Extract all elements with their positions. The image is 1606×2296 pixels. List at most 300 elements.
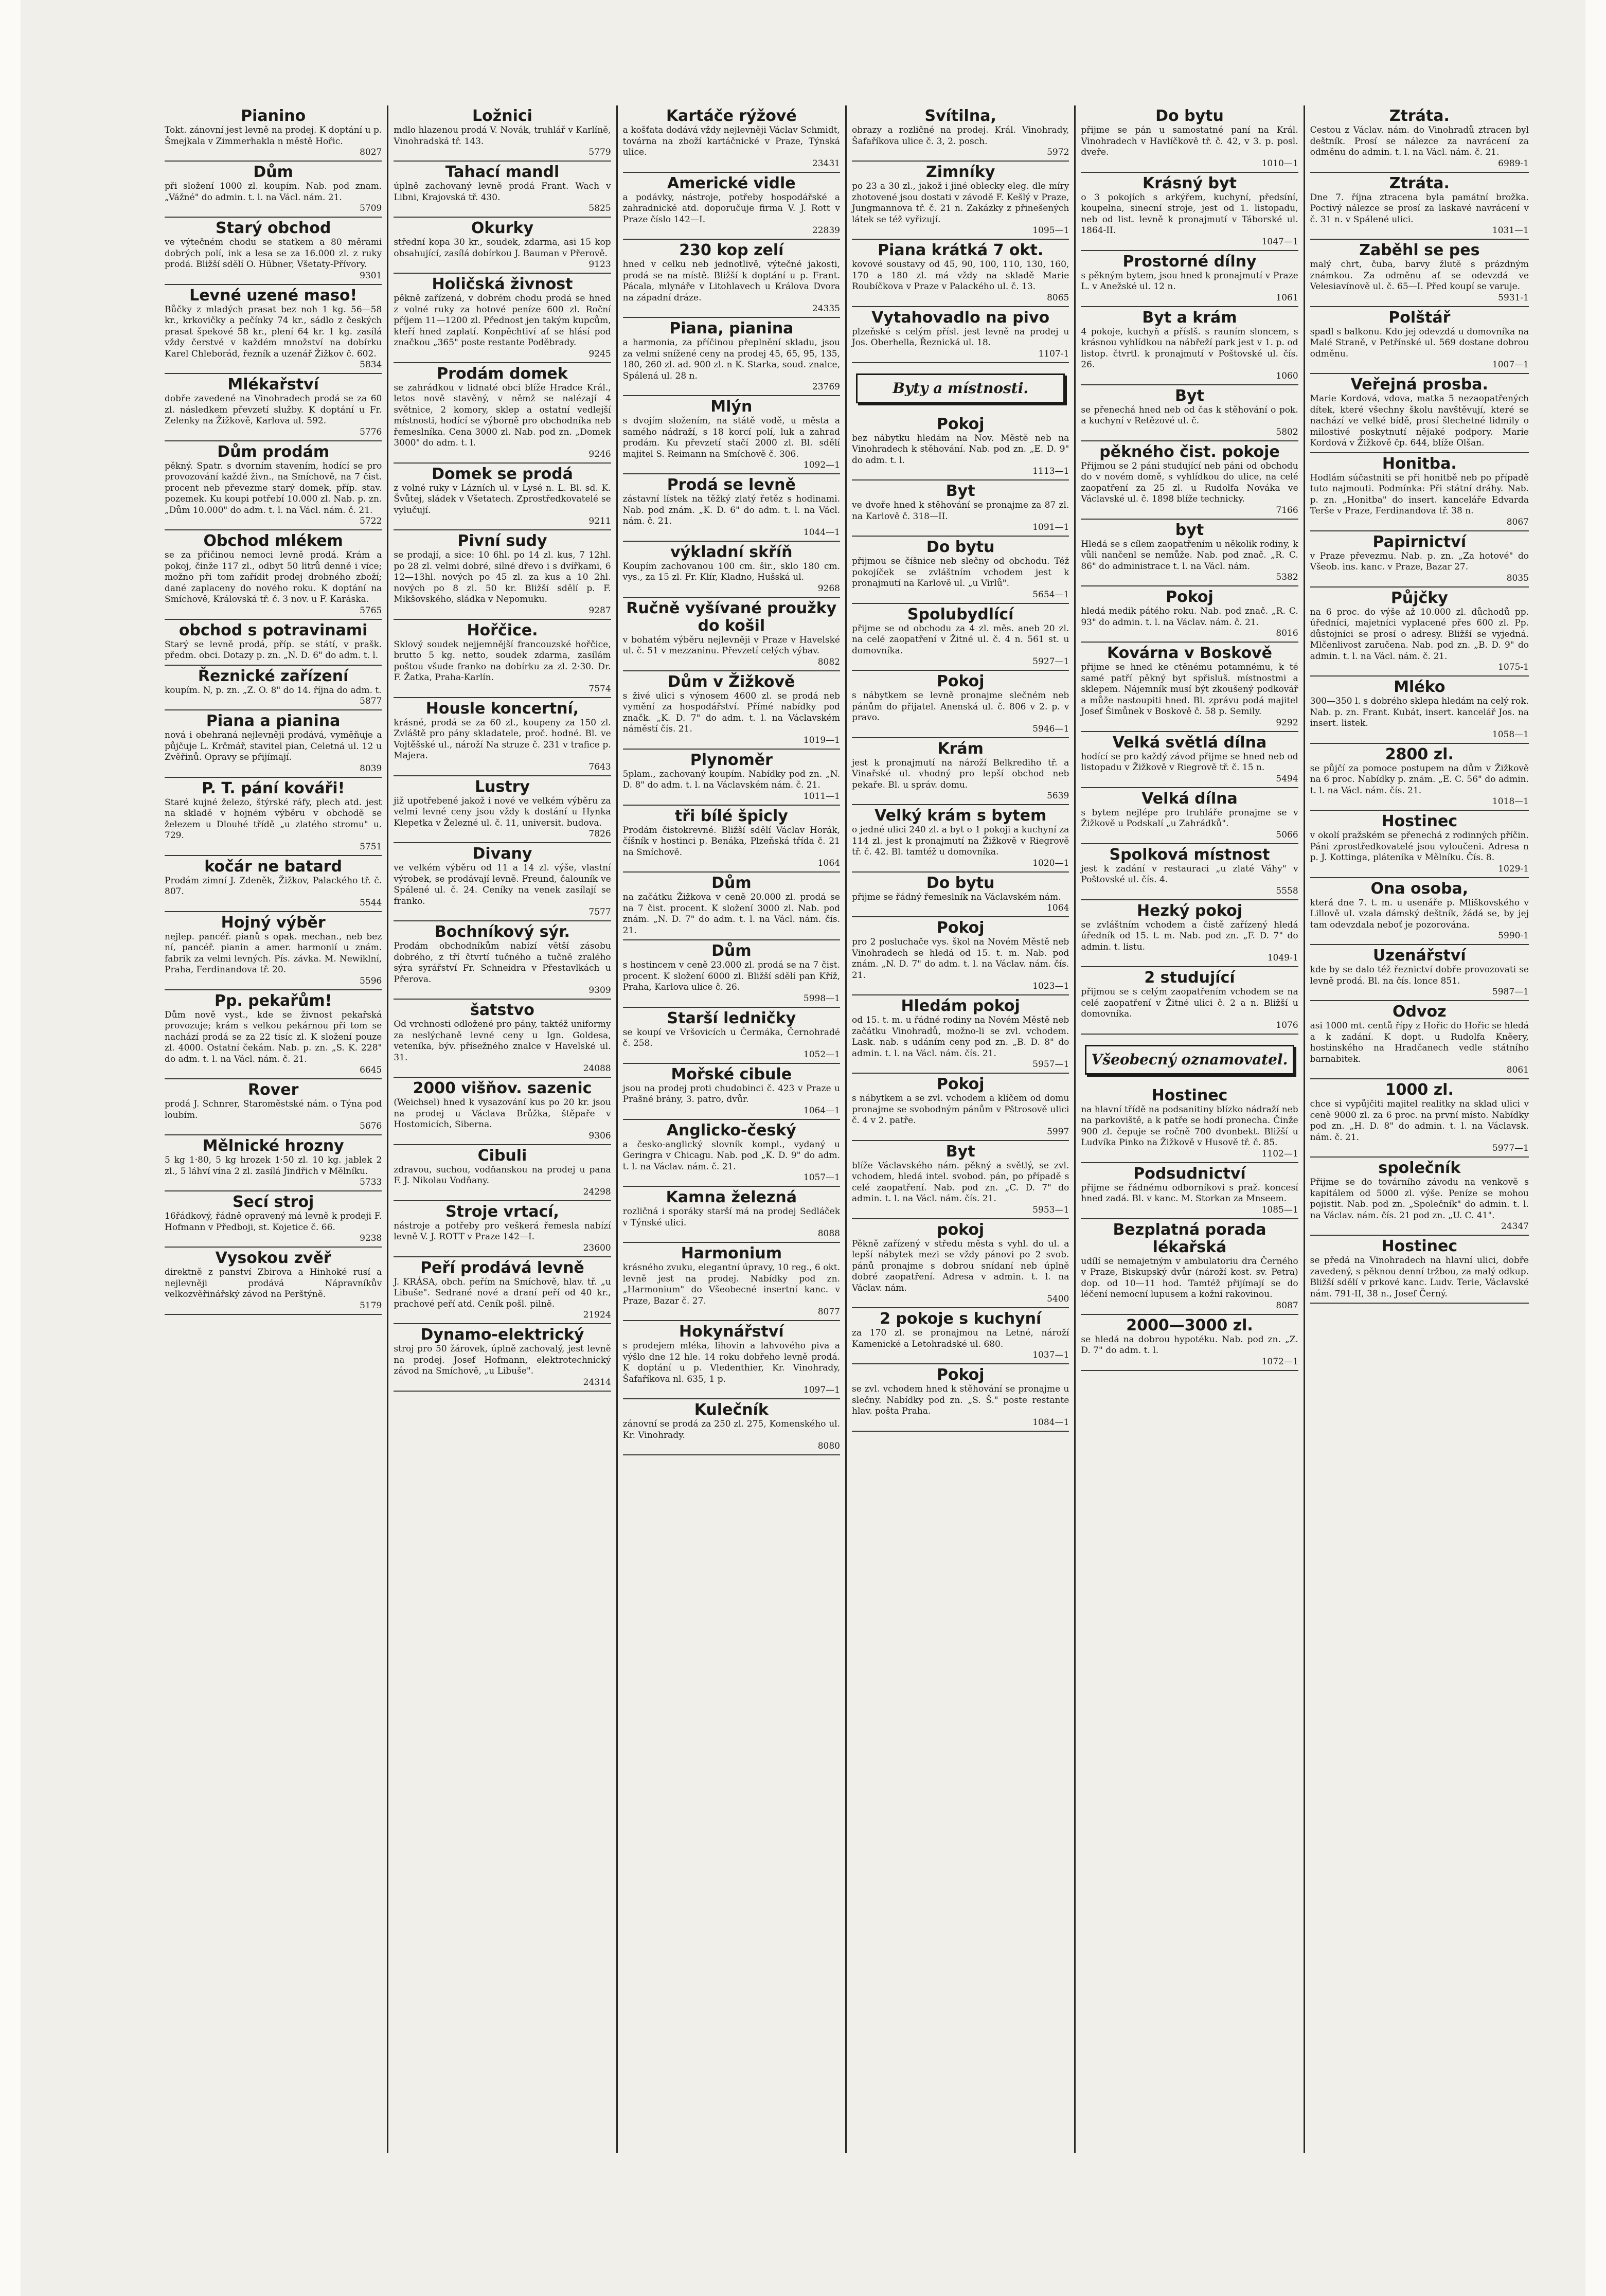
ad-text: střední kopa 30 kr., soudek, zdarma, asi 15 kop obsahující, zasílá dobírkou J. Bauman v Přerově. — [394, 237, 611, 259]
classified-ad — [1081, 967, 1298, 1035]
ad-code: 5931-1 — [1498, 292, 1529, 303]
ad-code: 5997 — [1047, 1126, 1069, 1137]
ad-text: s živé ulici s výnosem 4600 zl. se prodá neb vymění za hospodářství. Přímé nabídky pod značk. „K. D. 7" do adm. t. l. na Václavském náměstí čís. 21. — [622, 690, 840, 734]
ad-text: na hlavní třídě na podsanitiny blízko nádraží neb na parkoviště, a k patře se hodí pronecha. Činže 900 zl. čepuje se ročně 700 dvonbekt. Bližší u Ludvíka Pinko na Žižkově v Husově tř. č. 85. — [1081, 1104, 1298, 1148]
ad-text: se za přičinou nemoci levně prodá. Krám a pokoj, činže 117 zl., odbyt 50 litrů denně i více; možno při tom zařídit prodej drobného zboží; dané zaplaceny do nového roku. K doptání na Smíchově, Královská tř. č. 3 nov. u F. Karáska. — [165, 550, 382, 604]
classified-ad — [394, 162, 611, 218]
scan-margin-left — [0, 0, 21, 2296]
classified-ad — [1310, 307, 1529, 375]
ad-title: Hořčice. — [467, 621, 538, 639]
classified-ad — [165, 285, 382, 375]
ad-title: Okurky — [471, 219, 534, 237]
ad-code: 8065 — [1047, 292, 1069, 303]
ad-title: Hezký pokoj — [1136, 901, 1242, 920]
classified-ad — [623, 598, 840, 671]
ad-title: Do bytu — [926, 874, 995, 892]
ad-code: 8061 — [1506, 1065, 1529, 1075]
ad-text: hodící se pro každý závod přijme se hned neb od listopadu v Žižkově v Riegrově tř. č. 15 n. — [1081, 751, 1298, 773]
ad-title: Vytahovadlo na pivo — [871, 308, 1050, 327]
ad-text: Pěkně zařízený v středu města s vyhl. do ul. a lepší nábytek mezi se vždy pánovi po 2 svob. pánů pronajme s dobrou snídaní neb úplně dobré zaopatření. Adresa v admin. t. l. na Václav. nám. — [852, 1238, 1069, 1293]
ad-code: 9287 — [588, 605, 611, 616]
ad-code: 1049-1 — [1267, 953, 1298, 963]
ad-text: plzeňské s celým přísl. jest levně na prodej u Jos. Oberhella, Řeznická ul. 18. — [852, 326, 1069, 348]
ad-title: Hojný výběr — [221, 913, 326, 932]
ad-text: ve dvoře hned k stěhování se pronajme za 87 zl. na Karlově č. 318—II. — [852, 500, 1069, 522]
ad-title: Prodá se levně — [667, 476, 796, 494]
ad-code: 5825 — [588, 203, 611, 213]
ad-text: kde by se dalo též řeznictví dobře provozovati se levně prodá. Bl. na čís. lonce 851. — [1310, 965, 1529, 986]
ad-title: Mlýn — [710, 398, 753, 416]
ad-text: blíže Václavského nám. pěkný a světlý, se zvl. vchodem, hledá intel. svobod. pán, po případě s celé zaopatření. Nab. pod zn. „C. D. 7" do admin. t. l. na Václ. nám. čís. 21. — [852, 1160, 1069, 1204]
classified-ad — [852, 1074, 1069, 1141]
column-5 — [1076, 105, 1305, 2153]
ad-text: J. KRÁSA, obch. peřím na Smíchově, hlav. tř. „u Libuše". Sedrané nové a draní peří od 40 kr., prachové peří atd. Ceník pošl. pilně. — [394, 1276, 611, 1309]
ad-code: 9306 — [588, 1130, 611, 1141]
ad-title: Pokoj — [1166, 588, 1214, 606]
classified-ad — [852, 162, 1069, 240]
ad-text: se půjčí za pomoce postupem na dům v Žižkově na 6 proc. Nabídky p. znám. „E. C. 56" do admin. t. l. na Václ. nám. čís. 21. — [1310, 763, 1529, 796]
classified-ad — [165, 856, 382, 912]
classified-ad — [852, 240, 1069, 307]
ad-title: Piana a pianina — [206, 712, 341, 730]
classified-ad — [852, 1219, 1069, 1309]
ad-title: 2000 višňov. sazenic — [413, 1079, 592, 1097]
classified-ad — [394, 698, 611, 776]
classified-ad — [1310, 173, 1529, 240]
ad-code: 1060 — [1276, 370, 1298, 381]
ad-code: 5400 — [1047, 1294, 1069, 1304]
classified-ad — [394, 1078, 611, 1145]
ad-text: a česko-anglický slovník kompl., vydaný u Geringra v Chicagu. Nab. pod „K. D. 9" do adm. t. l. na Václav. nám. č. 21. — [622, 1139, 840, 1172]
column-6 — [1305, 105, 1534, 2153]
classified-ad — [1310, 105, 1529, 173]
ad-code: 5066 — [1276, 829, 1298, 840]
ad-title: společník — [1378, 1159, 1461, 1177]
classified-ad — [394, 620, 611, 698]
ad-code: 1072—1 — [1261, 1356, 1298, 1367]
ad-code: 5953—1 — [1032, 1204, 1069, 1215]
classified-ad — [623, 474, 840, 542]
classified-ad — [623, 1399, 840, 1455]
ad-text: zdravou, suchou, vodňanskou na prodej u pana F. J. Nikolau Vodňany. — [394, 1164, 611, 1186]
ad-code: 9309 — [588, 985, 611, 995]
ad-code: 1031—1 — [1492, 225, 1529, 236]
ad-title: Ručně vyšívané proužky do košil — [626, 599, 837, 635]
ad-text: 300—350 l. s dobrého sklepa hledám na celý rok. Nab. p. zn. Frant. Kubát, insert. kancelář Jos. na insert. listek. — [1310, 696, 1529, 728]
ad-title: Hostinec — [1381, 1237, 1458, 1255]
ad-title: Pivní sudy — [457, 532, 547, 550]
ad-code: 5733 — [360, 1177, 382, 1187]
ad-code: 24298 — [583, 1186, 611, 1197]
classified-ad — [1310, 1079, 1529, 1158]
column-1 — [159, 105, 388, 2153]
ad-text: o 3 pokojích s arkýřem, kuchyní, předsíní, koupelna, sinecní stroje, jest od 1. listopadu, neb od list. levně k pronajmutí v Táborské ul. 1864-II. — [1081, 192, 1298, 236]
classified-ad — [1081, 173, 1298, 251]
ad-title: Housle koncertní, — [425, 699, 579, 718]
ad-title: 2800 zl. — [1385, 745, 1454, 763]
classified-ad — [1310, 374, 1529, 453]
ad-title: obchod s potravinami — [179, 621, 368, 639]
classified-ad — [165, 441, 382, 531]
ad-title: Kulečník — [694, 1401, 769, 1419]
classified-ad — [165, 374, 382, 441]
classified-ad — [852, 1364, 1069, 1432]
classified-ad — [852, 537, 1069, 604]
scan-margin-right — [1585, 0, 1606, 2296]
classified-ad — [1081, 1315, 1298, 1371]
ad-text: se zvl. vchodem hned k stěhování se pronajme u slečny. Nabídky pod zn. „S. Š." poste restante hlav. pošta Praha. — [852, 1384, 1069, 1416]
classified-ad — [1310, 1158, 1529, 1236]
ad-text: již upotřebené jakož i nové ve velkém výběru za velmi levné ceny jsou vždy k dostání u Hynka Klepetka v Železné ul. č. 11, universit. budova. — [394, 795, 611, 828]
classified-ad — [1310, 531, 1529, 588]
ad-text: asi 1000 mt. centů řípy z Hořic do Hořic se hledá a k zadání. K dopt. u Rudolfa Kněery, hostinského na Hradčanech vedle státního barnabitek. — [1310, 1021, 1529, 1064]
classified-ad — [623, 396, 840, 474]
ad-code: 9238 — [360, 1233, 382, 1243]
ad-code: 7643 — [588, 761, 611, 772]
ad-code: 5998—1 — [803, 993, 840, 1004]
ad-text: prodá J. Schnrer, Staroměstské nám. o Týna pod loubím. — [165, 1099, 382, 1120]
ad-text: Tokt. zánovní jest levně na prodej. K doptání u p. Šmejkala v Zimmerhakla n městě Hořic. — [165, 125, 382, 147]
ad-title: Divany — [472, 845, 532, 863]
classified-ad — [1081, 251, 1298, 307]
ad-title: Zaběhl se pes — [1359, 241, 1480, 259]
ad-title: Bezplatná porada lékařská — [1113, 1220, 1266, 1256]
ad-title: Byt — [945, 482, 975, 500]
ad-title: 1000 zl. — [1385, 1081, 1454, 1099]
ad-code: 5927—1 — [1032, 656, 1069, 667]
ad-code: 5558 — [1276, 885, 1298, 896]
ad-code: 9246 — [588, 449, 611, 459]
ad-title: Svítilna, — [924, 107, 996, 125]
ad-title: Hokynářství — [679, 1323, 784, 1341]
classified-ad — [394, 363, 611, 464]
ad-code: 8016 — [1276, 628, 1298, 638]
ad-code: 5946—1 — [1032, 723, 1069, 734]
classified-ad — [1081, 441, 1298, 520]
ad-code: 5765 — [360, 605, 382, 616]
ad-code: 9301 — [360, 270, 382, 281]
ad-code: 8039 — [360, 763, 382, 774]
ad-text: Bůčky z mladých prasat bez noh 1 kg. 56—58 kr., krkovičky a pečínky 74 kr., sádlo z českých prasat špekové 58 kr., plení 64 kr. 1 kg. zasílá vždy čerstvé v každém množství na dobírku Karel Chleborád, řezník a uzenář Žižkov č. 602. — [165, 304, 382, 359]
ad-title: Dynamo-elektrický — [420, 1326, 584, 1344]
column-3 — [618, 105, 847, 2153]
ad-title: Byt — [1175, 386, 1204, 405]
ad-text: jest k pronajmutí na nároží Belkrediho tř. a Vinařské ul. vhodný pro lepší obchod neb pekaře. Bl. u správ. domu. — [852, 757, 1069, 790]
ad-title: Stroje vrtací, — [445, 1202, 559, 1221]
classified-ad — [1081, 105, 1298, 173]
ad-text: Prodám zimní J. Zdeněk, Žižkov, Palackého tř. č. 807. — [165, 875, 382, 897]
classified-ad — [165, 778, 382, 856]
ad-code: 7577 — [588, 907, 611, 917]
section-header-general: Všeobecný oznamovatel. — [1085, 1045, 1294, 1075]
ad-code: 5990-1 — [1498, 931, 1529, 941]
classified-ad — [1081, 586, 1298, 643]
ad-code: 5877 — [360, 696, 382, 706]
ad-text: ve výtečném chodu se statkem a 80 měrami dobrých polí, ink a lesa se za 16.000 zl. z ruky prodá. Bližší sdělí O. Hübner, Všetaty-Přívory. — [165, 237, 382, 270]
ad-text: přijme se řádnému odborníkovi s praž. koncesí hned zadá. Bl. v kanc. M. Storkan za Mnseem. — [1081, 1182, 1298, 1204]
ad-text: Dne 7. října ztracena byla památní brožka. Poctivý nálezce se prosí za laskavé navrácení v č. 31 n. v Spálené ulici. — [1310, 192, 1529, 225]
ad-text: nejlep. pancéř. pianů s opak. mechan., neb bez ní, pancéř. pianin a amer. harmonií u znám. fabrik za velmi levných. Pís. závka. M. Newiklní, Praha, Ferdinandova tř. 20. — [165, 931, 382, 975]
ad-title: Ztráta. — [1389, 107, 1450, 125]
classified-ad — [165, 912, 382, 990]
classified-ad — [623, 318, 840, 396]
ad-code: 9123 — [588, 259, 611, 270]
ad-text: přijmou se číšnice neb slečny od obchodu. Též pokojíček se zvláštním vchodem jest k pronajmutí na Karlově ul. „u Virlů". — [852, 556, 1069, 589]
ad-code: 1064—1 — [803, 1105, 840, 1116]
ad-text: pěkný. Spatr. s dvorním stavením, hodící se pro provozování každé živn., na Smíchově, na 7 čist. procent neb převezme starý domek, příp. stav. pozemek. Ku koupi potřebí 10.000 zl. Nab. p. zn. „Dům 10.000" do adm. t. l. na Václ. nám. č. 21. — [165, 460, 382, 515]
ad-code: 8088 — [817, 1229, 840, 1239]
ad-title: Pokoj — [936, 1366, 985, 1384]
ad-text: se prodají, a sice: 10 6hl. po 14 zl. kus, 7 12hl. po 28 zl. velmi dobré, silné dřevo i s dvířkami, 6 12—13hl. nových po 45 zl. za kus a 10 2hl. nových po 8 zl. 50 kr. Bližší sdělí p. F. Mikšovského, sládka v Nepomuku. — [394, 550, 611, 604]
ad-text: s bytem nejlépe pro truhláře pronajme se v Žižkově u Podskalí „u Zahrádků". — [1081, 807, 1298, 829]
ad-title: Papirnictví — [1372, 532, 1467, 551]
ad-text: s nábytkem a se zvl. vchodem a klíčem od domu pronajme se svobodným pánům v Pštrosově ulici č. 4 v 2. patře. — [852, 1093, 1069, 1126]
ad-title: Starší ledničky — [667, 1009, 796, 1027]
ad-code: 5179 — [360, 1300, 382, 1311]
classified-ad — [623, 1064, 840, 1120]
ad-code: 5382 — [1276, 572, 1298, 582]
classified-ad — [852, 805, 1069, 873]
ad-text: na začátku Žižkova v ceně 20.000 zl. prodá se na 7 čist. procent. K složení 3000 zl. Nab. pod znám. „N. D. 7" do adm. t. l. na Václ. nám. čís. 21. — [622, 892, 840, 936]
ad-code: 7574 — [588, 683, 611, 694]
ad-text: zástavní lístek na těžký zlatý řetěz s hodinami. Nab. pod znám. „K. D. 6" do adm. t. l. na Václ. nám. č. 21. — [622, 494, 840, 526]
ad-text: Přijme se do továrního závodu na venkově s kapitálem od 5000 zl. výše. Peníze se mohou pojistit. Nab. pod zn. „Společník" do admin. t. l. na Václav. nám. čís. 21 pod zn. „U. C. 41". — [1310, 1177, 1529, 1221]
ad-text: se předá na Vinohradech na hlavní ulici, dobře zavedený, s pěknou denní tržbou, za malý odkup. Bližší sdělí v prkové kanc. Ludv. Terie, Václavské nám. 791-II, 38 n., Josef Černý. — [1310, 1255, 1529, 1299]
ad-text: obrazy a rozličné na prodej. Král. Vinohrady, Šafaříkova ulice č. 3, 2. posch. — [852, 125, 1069, 147]
ad-text: pěkně zařízená, v dobrém chodu prodá se hned z volné ruky za hotové peníze 600 zl. Roční příjem 11—1200 zl. Přednost jen takým kupcům, kteří hned zaplatí. Konpěchtiví ať se hlásí pod značkou „365" poste restante Poděbrady. — [394, 293, 611, 348]
ad-title: Dům — [711, 942, 752, 960]
classified-ad — [165, 105, 382, 162]
ad-code: 8080 — [817, 1441, 840, 1451]
ad-text: Přijmou se 2 páni studující neb páni od obchodu do v novém domě, s vyhlídkou do ulice, na celé zaopatření za 25 zl. u Rudolfa Nováka ve Václavské ul. č. 1898 blíže technicky. — [1081, 460, 1298, 504]
classified-ad — [852, 414, 1069, 481]
ad-code: 1057—1 — [803, 1172, 840, 1183]
classified-ad — [1310, 811, 1529, 878]
classified-ad — [165, 218, 382, 285]
ad-title: Harmonium — [681, 1244, 782, 1262]
classified-ad — [623, 940, 840, 1008]
ad-code: 1011—1 — [803, 791, 840, 802]
classified-ad — [852, 1308, 1069, 1364]
classified-ad — [1081, 900, 1298, 968]
ad-title: pokoj — [937, 1220, 985, 1239]
ad-text: v okolí pražském se přenechá z rodinných příčin. Páni zprostředkovatelé jsou vyloučeni. Adresa n p. J. Kottinga, pláteníka v Mělníku. Čís. 8. — [1310, 830, 1529, 863]
ad-title: Velká dílna — [1141, 789, 1238, 808]
ad-code: 8087 — [1276, 1300, 1298, 1311]
ad-code: 5977—1 — [1492, 1143, 1529, 1153]
ad-code: 1085—1 — [1261, 1204, 1298, 1215]
ad-text: 16řádkový, řádně opravený má levně k prodeji F. Hofmann v Předboji, st. Kojetice č. 66. — [165, 1211, 382, 1233]
ad-title: Pokoj — [936, 919, 985, 937]
column-4 — [847, 105, 1076, 2153]
ad-text: o jedné ulici 240 zl. a byt o 1 pokoji a kuchyní za 114 zl. jest k pronajmutí na Žižkově v Riegrově tř. č. 42. Bl. tamtéž u domovníka. — [852, 825, 1069, 857]
classified-ad — [394, 1257, 611, 1325]
ad-code: 23600 — [583, 1242, 611, 1253]
ad-title: Rover — [247, 1081, 299, 1099]
ad-title: Dům v Žižkově — [668, 672, 795, 691]
ad-title: Piana, pianina — [669, 319, 794, 337]
ad-code: 5676 — [360, 1121, 382, 1131]
classified-ad — [1081, 1219, 1298, 1315]
ad-code: 1007—1 — [1492, 360, 1529, 370]
ad-text: nástroje a potřeby pro veškerá řemesla nabízí levně V. J. ROTT v Praze 142—I. — [394, 1220, 611, 1242]
classified-ad — [623, 873, 840, 940]
ad-text: se zvláštním vchodem a čistě zařízený hledá úředník od 15. t. m. Nab. pod zn. „F. D. 7" do admin. t. listu. — [1081, 919, 1298, 952]
ad-title: Spolková místnost — [1109, 845, 1270, 864]
classified-ad — [165, 162, 382, 218]
classified-ad — [852, 307, 1069, 363]
ad-text: koupím. N, p. zn. „Z. O. 8" do 14. října do adm. t. — [165, 685, 382, 696]
ad-text: malý chrt, čuba, barvy žlutě s prázdným známkou. Za odměnu ať se odevzdá ve Velesiavínově ul. č. 65—I. Před koupí se varuje. — [1310, 259, 1529, 292]
ad-text: hledá medik pátého roku. Nab. pod znač. „R. C. 93" do admin. t. l. na Václav. nám. č. 21. — [1081, 606, 1298, 628]
ad-text: rozličná i sporáky starší má na prodej Sedláček v Týnské ulici. — [622, 1206, 840, 1228]
ad-title: Cibuli — [477, 1146, 527, 1165]
ad-code: 5972 — [1047, 147, 1069, 157]
ad-text: Od vrchnosti odložené pro pány, taktéž uniformy za neslýchaně levné ceny u Ign. Goldesa, veteníka, býv. přísežného znalce v Havelské ul. 31. — [394, 1019, 611, 1063]
ad-title: Do bytu — [926, 538, 995, 556]
ad-title: Uzenářství — [1373, 947, 1466, 965]
ad-text: s hostincem v ceně 23.000 zl. prodá se na 7 čist. procent. K složení 6000 zl. Bližší sdělí pan Kříž, Praha, Karlova ulice č. 26. — [622, 960, 840, 992]
ad-text: kovové soustavy od 45, 90, 100, 110, 130, 160, 170 a 180 zl. má vždy na skladě Marie Roubíčkova v Praze v Palackého ul. č. 13. — [852, 259, 1069, 292]
column-2 — [388, 105, 617, 2153]
ad-code: 5654—1 — [1032, 589, 1069, 600]
classified-ad — [852, 873, 1069, 918]
classified-ad — [165, 1248, 382, 1315]
ad-text: přijme se pán u samostatné paní na Král. Vinohradech v Havlíčkově tř. č. 42, v 3. p. posl. dveře. — [1081, 125, 1298, 157]
ad-code: 1095—1 — [1032, 225, 1069, 236]
ad-code: 1018—1 — [1492, 796, 1529, 807]
ad-title: Vysokou zvěř — [215, 1249, 331, 1267]
ad-code: 23769 — [812, 382, 840, 392]
classified-ad — [394, 105, 611, 162]
ad-title: Dům prodám — [217, 442, 330, 461]
classified-ad — [1310, 1236, 1529, 1304]
ad-title: Krásný byt — [1143, 174, 1237, 192]
ad-title: Obchod mlékem — [203, 532, 343, 550]
ad-title: Piana krátká 7 okt. — [878, 241, 1044, 259]
ad-code: 1044—1 — [803, 527, 840, 538]
ad-code: 1107-1 — [1038, 348, 1069, 359]
classified-ad — [394, 1324, 611, 1392]
ad-code: 5722 — [360, 516, 382, 526]
classified-ad — [165, 1079, 382, 1135]
ad-code: 5776 — [360, 426, 382, 437]
ad-code: 1058—1 — [1492, 729, 1529, 740]
ad-title: Mlékařství — [227, 376, 319, 394]
ad-title: 2 studující — [1144, 969, 1235, 987]
classified-ad — [623, 1321, 840, 1399]
ad-text: úplně zachovaný levně prodá Frant. Wach v Libni, Krajovská tř. 430. — [394, 181, 611, 203]
ad-code: 1092—1 — [803, 460, 840, 470]
ad-text: která dne 7. t. m. u usenáře p. Mliškovského v Lillově ul. vzala dámský deštník, žádá se, by jej tam odevzdala neboť je pozorována. — [1310, 897, 1529, 930]
ad-text: 5 kg 1·80, 5 kg hrozek 1·50 zl. 10 kg. jablek 2 zl., 5 láhví vína 2 zl. zasílá Jindřich v Mělníku. — [165, 1155, 382, 1177]
classified-ad — [394, 776, 611, 844]
ad-title: pěkného čist. pokoje — [1099, 442, 1280, 461]
ad-text: s dvojím složením, na státě vodě, u města a samého nádraží, s 18 korcí polí, luk a zahrad prodám. Ku převzetí stačí 2000 zl. Bl. sdělí majitel S. Reimann na Smíchově č. 306. — [622, 416, 840, 459]
ad-code: 23431 — [812, 158, 840, 169]
ad-code: 24347 — [1501, 1221, 1529, 1232]
classified-ad — [1310, 677, 1529, 744]
ad-title: Veřejná prosba. — [1350, 376, 1488, 394]
ad-title: Pokoj — [936, 672, 985, 690]
ad-title: Zimníky — [925, 163, 995, 181]
ad-text: Marie Kordová, vdova, matka 5 nezaopatřených dítek, které všechny školu navštěvují, které se nachází ve velké bídě, prosí šlechetné lidmily o milostivé poskytnutí nějaké podpory. Marie Kordová v Žižkově čp. 644, blíže Olšan. — [1310, 394, 1529, 448]
ad-code: 9245 — [588, 348, 611, 359]
ad-text: hned v celku neb jednotlivě, výtečné jakosti, prodá se na místě. Bližší k doptání u p. Frant. Pácala, mlynáře v Litohlavech u Králova Dvora na západní dráze. — [622, 259, 840, 303]
classified-ad — [394, 274, 611, 363]
ad-code: 5802 — [1276, 426, 1298, 437]
ad-title: Dům — [253, 163, 293, 181]
ad-title: 2 pokoje s kuchyní — [880, 1310, 1042, 1328]
ad-title: Hostinec — [1381, 812, 1458, 830]
ad-text: ve velkém výběru od 11 a 14 zl. výše, vlastní výrobek, se prodávají levně. Freund, čalouník ve Spálené ul. č. 24. Ceníky na venek zasílají se franko. — [394, 863, 611, 906]
classified-ad — [852, 995, 1069, 1074]
ad-code: 1076 — [1276, 1020, 1298, 1030]
ad-code: 5494 — [1276, 773, 1298, 784]
ad-code: 7166 — [1276, 505, 1298, 515]
ad-title: Anglicko-český — [666, 1121, 796, 1140]
ad-code: 1113—1 — [1032, 466, 1069, 476]
classified-ad — [852, 1141, 1069, 1219]
ad-code: 5709 — [360, 203, 382, 213]
ad-text: Staré kujné železo, štýrské ráfy, plech atd. jest na skladě v hojném výběru v obchodě se železem u Dlouhé třídě „u zlatého stromu" u. 729. — [165, 797, 382, 841]
ad-title: Velký krám s bytem — [875, 807, 1047, 825]
classified-ad — [852, 738, 1069, 806]
ad-code: 5596 — [360, 975, 382, 986]
ad-code: 1075-1 — [1498, 662, 1529, 672]
classified-ad — [394, 921, 611, 1000]
ad-text: přijme se hned ke ctěnému potamnému, k té samé patří pěkný byt spřisluš. místnostmi a sklepem. Nájemník musí být zkoušený podkovář a může nastoupiti hned. Bl. zprávu podá majitel Josef Šimůnek v Boskově č. 58 p. Semily. — [1081, 662, 1298, 717]
ad-text: po 23 a 30 zl., jakož i jiné oblecky eleg. dle míry zhotovené jsou dostati v závodě F. Kešlý v Praze, Jungmannova tř. č. 21 n. Zakázky z přinešených látek se též vyřizují. — [852, 181, 1069, 225]
ad-text: se zahrádkou v lidnaté obci blíže Hradce Král., letos nově stavěný, v němž se nalézají 4 světnice, 2 komory, sklep a ostatní vedlejší místnosti, hodící se výborně pro obchodníka neb řemeslníka. Cena 3000 zl. Nab. pod zn. „Domek 3000" do adm. t. l. — [394, 382, 611, 448]
ad-text: v bohatém výběru nejlevněji v Praze v Havelské ul. č. 51 v mezzaninu. Převzetí celých výbav. — [622, 634, 840, 656]
classified-ad — [165, 1135, 382, 1191]
ad-text: se koupí ve Vršovicích u Čermáka, Černohradé č. 258. — [622, 1027, 840, 1048]
ad-text: jest k zadání v restauraci „u zlaté Váhy" v Poštovské ul. čís. 4. — [1081, 863, 1298, 885]
ad-code: 1019—1 — [803, 735, 840, 745]
ad-text: jsou na prodej proti chudobinci č. 423 v Praze u Prašné brány, 3. patro, dvůr. — [622, 1083, 840, 1105]
ad-code: 5957—1 — [1032, 1059, 1069, 1070]
ad-code: 5751 — [360, 841, 382, 852]
ad-code: 1029-1 — [1498, 863, 1529, 874]
ad-title: Dům — [711, 874, 752, 892]
ad-code: 8082 — [817, 656, 840, 667]
ad-text: krásné, prodá se za 60 zl., koupeny za 150 zl. Zvláště pro pány skladatele, proč. hodné. Bl. ve Vojtěšské ul., nároží Na struze č. 231 v trafice p. Majera. — [394, 717, 611, 761]
ad-code: 1084—1 — [1032, 1417, 1069, 1428]
classified-ad — [852, 480, 1069, 537]
ad-title: Spolubydlící — [907, 605, 1014, 624]
ad-title: Americké vidle — [667, 174, 796, 192]
classified-ad — [852, 917, 1069, 995]
ad-text: v Praze převezmu. Nab. p. zn. „Za hotové" do Všeob. ins. kanc. v Praze, Bazar 27. — [1310, 550, 1529, 572]
classified-ad — [394, 530, 611, 620]
ad-title: Půjčky — [1390, 589, 1448, 607]
ad-code: 8077 — [817, 1307, 840, 1317]
ad-text: a podávky, nástroje, potřeby hospodářské a zahradnické atd. doporučuje firma V. J. Rott v Praze číslo 142—I. — [622, 192, 840, 225]
ad-text: Koupím zachovanou 100 cm. šir., sklo 180 cm. vys., za 15 zl. Fr. Klír, Kladno, Hušská ul. — [622, 561, 840, 582]
ad-text: z volné ruky v Lázních ul. v Lysé n. L. Bl. sd. K. Švůtej, sládek v Všetatech. Zprostředkovatelé se vylučují. — [394, 483, 611, 515]
ad-code: 24314 — [583, 1377, 611, 1387]
classified-ad — [623, 1243, 840, 1321]
classified-ad — [165, 710, 382, 778]
ad-text: chce si vypůjčiti majitel realitky na sklad ulici v ceně 9000 zl. za 6 proc. na první místo. Nabídky pod zn. „H. D. 8" do admin. t. l. na Václavsk. nám. č. 21. — [1310, 1099, 1529, 1143]
classified-ad — [1081, 1085, 1298, 1163]
classified-ad — [1081, 643, 1298, 732]
classified-ad — [852, 671, 1069, 738]
ad-title: Byt — [945, 1142, 975, 1161]
ad-code: 8027 — [360, 147, 382, 157]
ad-title: Pp. pekařům! — [214, 991, 332, 1010]
